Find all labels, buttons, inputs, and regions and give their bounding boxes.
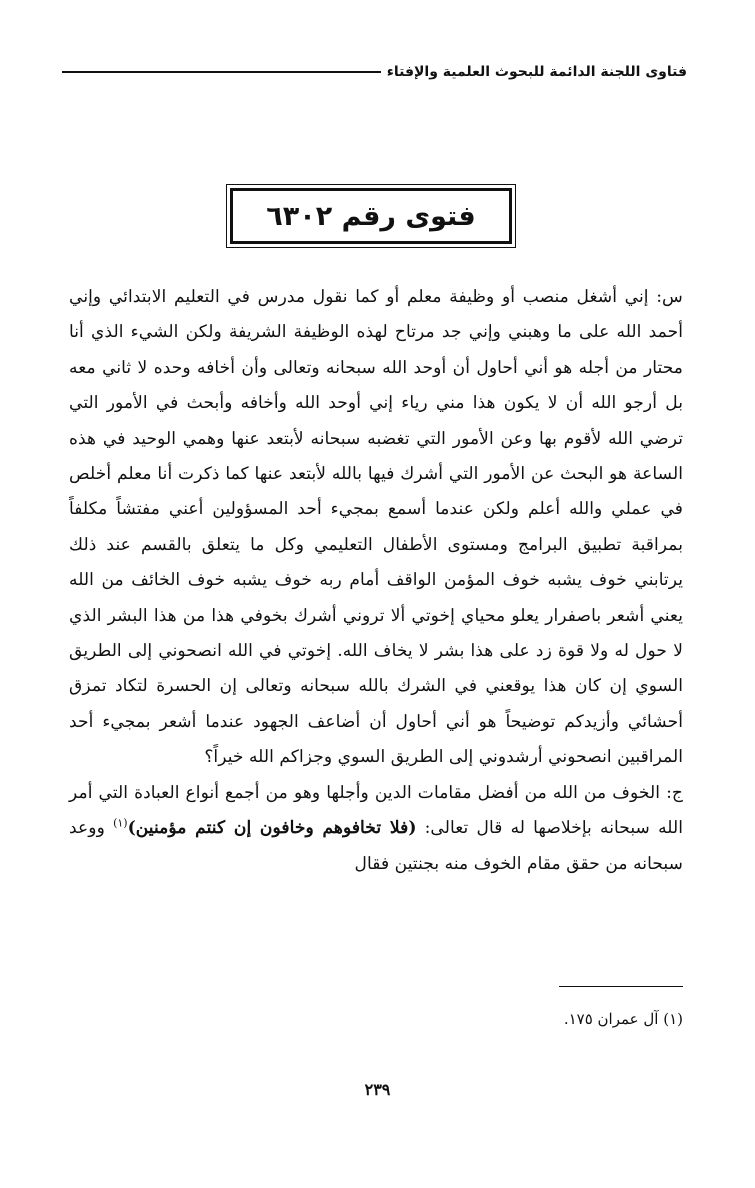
question-paragraph — [69, 280, 683, 776]
answer-quote: (فلا تخافوهم وخافون إن كنتم مؤمنين) — [127, 818, 417, 839]
footnote-rule — [559, 986, 683, 987]
answer-label: ج: — [666, 782, 683, 803]
question-label: س: — [656, 287, 683, 307]
footnote: (١) آل عمران ١٧٥. — [563, 1010, 683, 1028]
running-header — [62, 52, 687, 92]
body-text — [69, 280, 683, 882]
fatwa-title-box — [230, 188, 512, 244]
header-rule — [62, 71, 381, 73]
question-text: إني أشغل منصب أو وظيفة معلم أو كما نقول مدرس في التعليم الابتدائي وإني أحمد الله على ما وهبني وإني جد مرتاح لهذه الوظيفة الشريفة ولكن الشيء الذي أنا محتار من أجله هو أني أحاول أن أوحد الله سبحانه وتعالى وأن أخافه وحده لا ثاني معه بل أرجو الله أن لا يكون هذا مني رياء إني أوحد الله وأخافه وأبحث في الأمور التي ترضي الله لأقوم بها وعن الأمور التي تغضبه سبحانه لأبتعد عنها وهمي الوحيد في هذه الساعة هو البحث عن الأمور التي أشرك فيها بالله لأبتعد عنها كما ذكرت أنا معلم أخلص في عملي والله أعلم ولكن عندما أسمع بمجيء أحد المسؤولين أعني مفتشاً مكلفاً بمراقبة تطبيق البرامج ومستوى الأطفال التعليمي وكل ما يتعلق بالقسم عند ذلك يرتابني خوف يشبه خوف المؤمن الواقف أمام ربه خوف يشبه خوف الخائف من الله يعني أشعر باصفرار يعلو محياي إخوتي ألا تروني أشرك بخوفي هذا من هذا البشر الذي لا حول له ولا قوة زد على هذا بشر لا يخاف الله. إخوتي في الله انصحوني إلى الطريق السوي إن كان هذا يوقعني في الشرك بالله سبحانه وتعالى إن الحسرة لتكاد تمزق أحشائي وأزيدكم توضيحاً هو أني أحاول أن أضاعف الجهود عندما أشعر بمجيء أحد المراقبين انصحوني أرشدوني إلى الطريق السوي وجزاكم الله خيراً؟ — [69, 287, 683, 768]
footnote-marker: (١) — [113, 816, 128, 830]
running-header-title: فتاوى اللجنة الدائمة للبحوث العلمية والإفتاء — [386, 64, 687, 80]
fatwa-title: فتوى رقم ٦٣٠٢ — [266, 200, 476, 232]
page-number: ٢٣٩ — [364, 1080, 391, 1099]
answer-text-2: ووعد سبحانه من حقق مقام الخوف منه بجنتين فقال — [69, 818, 683, 874]
answer-text-1: الخوف من الله من أفضل مقامات الدين وأجلها وهو من أجمع أنواع العبادة التي أمر الله سبحانه بإخلاصها له قال تعالى: — [69, 782, 683, 839]
answer-paragraph — [69, 776, 683, 882]
